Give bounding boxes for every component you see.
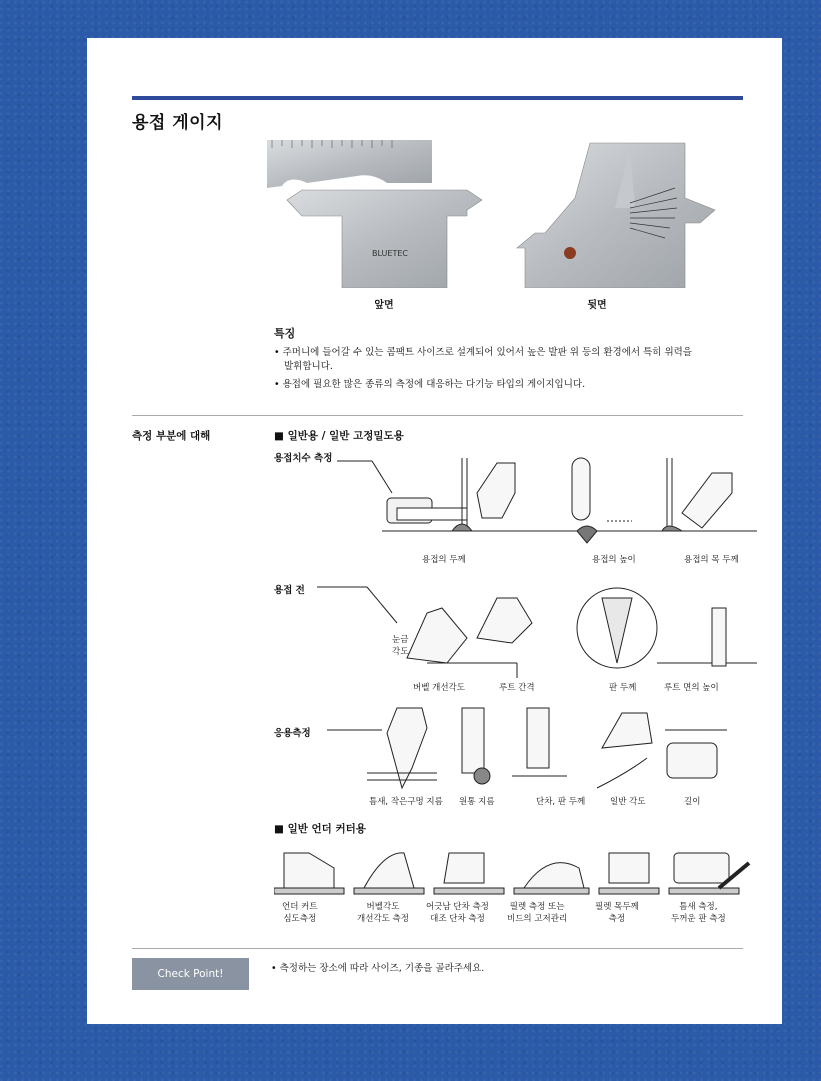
undercut-head: ■ 일반 언더 커터용 <box>274 823 366 835</box>
undercut-caption-2: 버벨각도 개선각도 측정 <box>357 902 409 924</box>
caption-weld-thickness: 용접의 두께 <box>422 555 466 565</box>
section-divider <box>132 415 743 416</box>
caption-general-angle: 일반 각도 <box>610 797 646 807</box>
caption-cylinder-diameter: 원통 지름 <box>459 797 495 807</box>
feature-item-1: • 주머니에 들어갈 수 있는 콤팩트 사이즈로 설계되어 있어서 높은 발판 위 등의 환경에서 특히 위력을 <box>274 347 692 358</box>
general-head: ■ 일반용 / 일반 고정밀도용 <box>274 430 404 442</box>
caption-weld-height: 용접의 높이 <box>592 555 636 565</box>
applied-label: 응용측정 <box>274 728 311 739</box>
caption-root-face-height: 루트 면의 높이 <box>664 683 719 693</box>
weld-size-label: 용접치수 측정 <box>274 453 333 464</box>
undercut-caption-4: 필렛 측정 또는 비드의 고저관리 <box>507 902 568 924</box>
features-title: 특징 <box>274 327 296 340</box>
undercut-caption-5: 필렛 목두께 측정 <box>595 902 639 924</box>
caption-bevel-angle: 버벨 개선각도 <box>413 683 465 693</box>
caption-gap-hole: 틈새, 작은구멍 지름 <box>369 797 443 807</box>
front-caption: 앞면 <box>374 300 394 311</box>
applied-diagram <box>327 688 747 793</box>
title-rule <box>132 96 743 100</box>
caption-root-gap: 루트 간격 <box>499 683 535 693</box>
caption-weld-throat: 용접의 목 두께 <box>684 555 739 565</box>
svg-text:BLUETEC: BLUETEC <box>372 249 408 258</box>
undercut-caption-6: 틈새 측정, 두꺼운 판 측정 <box>671 902 726 924</box>
pre-weld-label: 용접 전 <box>274 585 305 596</box>
caption-plate-thickness: 판 두께 <box>609 683 637 693</box>
page-title: 용접 게이지 <box>132 113 224 133</box>
undercut-caption-3: 어긋남 단차 측정 대조 단차 측정 <box>426 902 489 924</box>
scale-angle-label: 눈금 각도 <box>392 635 409 657</box>
back-caption: 뒷면 <box>587 300 607 311</box>
weld-size-diagram <box>337 453 757 553</box>
check-point-text: • 측정하는 장소에 따라 사이즈, 기종을 골라주세요. <box>271 963 485 974</box>
undercut-icons <box>274 843 754 898</box>
pre-weld-diagram <box>317 568 757 678</box>
front-photo <box>267 138 502 288</box>
back-photo <box>515 138 750 288</box>
caption-step-thickness: 단차, 판 두께 <box>536 797 586 807</box>
feature-item-2: • 용접에 필요한 많은 종류의 측정에 대응하는 다기능 타입의 게이지입니다. <box>274 379 586 390</box>
measure-side-label: 측정 부분에 대해 <box>132 430 211 442</box>
footer-divider <box>132 948 743 949</box>
check-point-button: Check Point! <box>132 958 249 990</box>
undercut-caption-1: 언더 커트 심도측정 <box>282 902 318 924</box>
feature-item-1-cont: 발휘합니다. <box>284 361 333 372</box>
page-sheet <box>87 38 782 1024</box>
caption-length: 길이 <box>684 797 701 807</box>
